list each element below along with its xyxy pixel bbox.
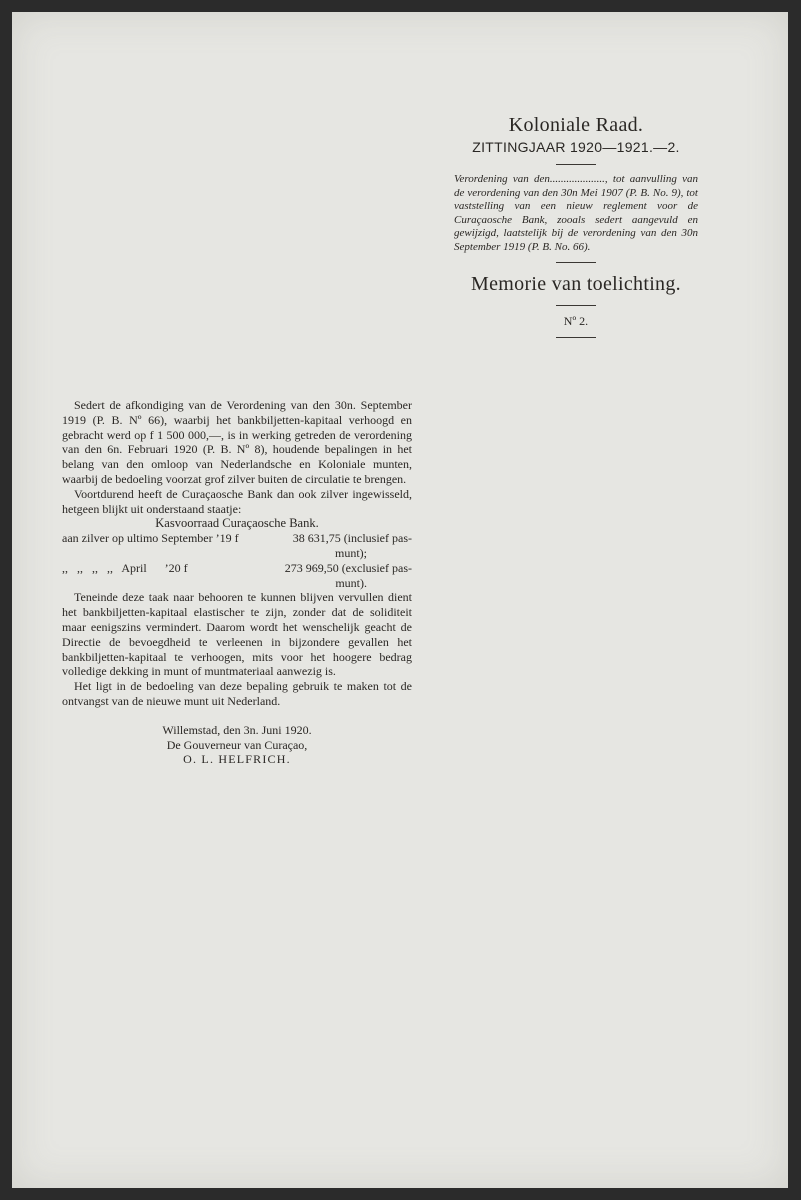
divider (556, 262, 596, 263)
stock-row-continuation: munt). (335, 575, 367, 590)
stock-row-value: 273 969,50 (exclusief pas- (284, 560, 412, 575)
divider (556, 305, 596, 306)
place-date: Willemstad, den 3n. Juni 1920. (162, 722, 312, 737)
session-year: ZITTINGJAAR 1920—1921.—2. (472, 139, 680, 155)
stock-row (62, 531, 412, 546)
divider (556, 337, 596, 338)
signatory-name: O. L. HELFRICH. (183, 752, 291, 767)
signatory-role: De Gouverneur van Curaçao, (166, 737, 308, 752)
document-number: Nº 2. (563, 314, 589, 328)
document-page (12, 12, 788, 1188)
paragraph: Voortdurend heeft de Curaçaosche Bank dan ook zilver ingewisseld, hetgeen blijkt uit onderstaand staatje: (62, 486, 412, 516)
body-text (62, 398, 412, 767)
divider (556, 164, 596, 165)
stock-row-label: aan zilver op ultimo September ’19 f (62, 531, 239, 546)
ordinance-description: Verordening van den...................., tot aanvulling van de verordening van den 30n Mei 1907 (P. B. No. 9), tot vaststelling van een nieuw reglement voor de Curaçaosche Bank, zooals sedert aangevuld en gewijzigd, laatstelijk bij de verordening van den 30n September 1919 (P. B. No. 66). (454, 173, 698, 253)
paragraph: Het ligt in de bedoeling van deze bepaling gebruik te maken tot de ontvangst van de nieuwe munt uit Nederland. (62, 679, 412, 708)
stock-table-title: Kasvoorraad Curaçaosche Bank. (155, 516, 319, 531)
stock-row (62, 561, 412, 576)
stock-row-value: 38 631,75 (inclusief pas- (292, 531, 412, 546)
paragraph: Teneinde deze taak naar behooren te kunnen blijven vervullen dient het bankbiljetten-kapitaal elastischer te zijn, zonder dat de soliditeit maar eenigszins vermindert. Daarom wordt het wenschelijk geacht de Directie de bevoegdheid te verleenen in bijzondere gevallen het bankbiljetten-kapitaal te verhoogen, mits voor het hoogere bedrag volledige dekking in munt of muntmateriaal aanwezig is. (62, 590, 412, 679)
document-subtitle: Memorie van toelichting. (471, 273, 681, 295)
paragraph: Sedert de afkondiging van de Verordening van den 30n. September 1919 (P. B. Nº 66), waarbij het bankbiljetten-kapitaal verhoogd en gebracht werd op f 1 500 000,—, is in werking getreden de verordening van den 6n. Februari 1920 (P. B. Nº 8), houdende bepalingen in het belang van den omloop van Nederlandsche en Koloniale munten, waarbij de bedoeling voorzat grof zilver buiten de circulatie te brengen. (62, 398, 412, 486)
header-block (452, 112, 700, 346)
stock-row-continuation: munt); (335, 545, 367, 560)
stock-row-label: ,, ,, ,, ,, April ’20 f (62, 560, 188, 575)
council-title: Koloniale Raad. (508, 114, 644, 136)
